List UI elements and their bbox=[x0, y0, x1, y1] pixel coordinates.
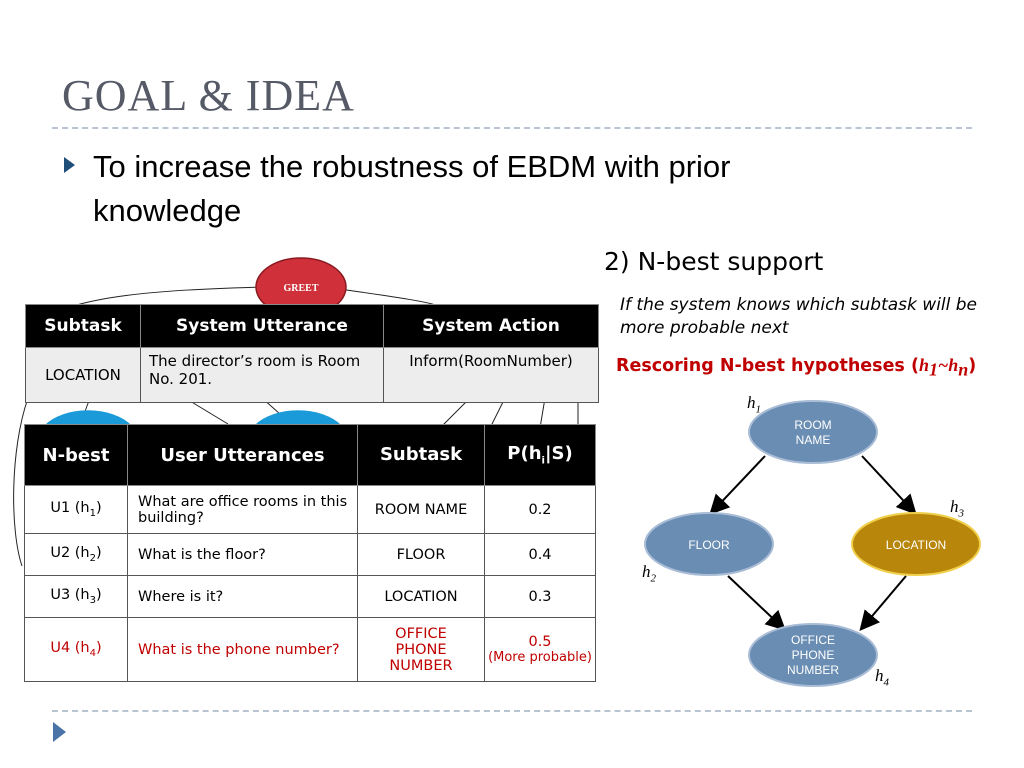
greet-label: GREET bbox=[283, 283, 319, 294]
cell-nbest: U2 $(h_2)$ bbox=[25, 534, 128, 576]
footer-divider bbox=[52, 710, 972, 712]
cell-system-utterance: The director’s room is Room No. 201. bbox=[141, 348, 384, 403]
rescoring-label: Rescoring N-best hypotheses $(h_1\sim h_n)$ bbox=[616, 355, 977, 380]
cell-system-action: Inform(RoomNumber) bbox=[384, 348, 599, 403]
node-room-name-line1: ROOM bbox=[794, 418, 832, 432]
header-system-action: System Action bbox=[384, 305, 599, 348]
table-row bbox=[25, 486, 596, 534]
nbest-note: If the system knows which subtask will be more probable next bbox=[620, 295, 978, 338]
header-subtask: Subtask bbox=[358, 425, 485, 486]
subtask-table bbox=[25, 304, 599, 403]
node-room-name-line2: NAME bbox=[795, 433, 831, 447]
node-phone-line3: NUMBER bbox=[786, 663, 840, 677]
header-system-utterance: System Utterance bbox=[141, 305, 384, 348]
cell-utterance: What is the floor? bbox=[128, 534, 358, 576]
table-row bbox=[25, 618, 596, 682]
table-row bbox=[26, 348, 599, 403]
nbest-table bbox=[24, 424, 596, 682]
bullet-text: To increase the robustness of EBDM with prior knowledge bbox=[93, 149, 731, 228]
node-phone-line2: PHONE bbox=[791, 648, 835, 662]
h4-label: $h_4$ bbox=[875, 666, 889, 689]
header-nbest: N-best bbox=[25, 425, 128, 486]
node-phone-line1: OFFICE bbox=[791, 633, 835, 647]
h2-label: $h_2$ bbox=[642, 562, 656, 585]
cell-subtask: OFFICE PHONE NUMBER bbox=[358, 618, 485, 682]
h3-label: $h_3$ bbox=[950, 497, 964, 520]
blue-node-left bbox=[45, 410, 131, 425]
cell-nbest: U3 $(h_3)$ bbox=[25, 576, 128, 618]
header-probability: $P(h_i|S)$ bbox=[485, 425, 596, 486]
header-subtask: Subtask bbox=[26, 305, 141, 348]
cell-utterance: What are office rooms in this building? bbox=[128, 486, 358, 534]
cell-nbest: U1 $(h_1)$ bbox=[25, 486, 128, 534]
h1-label: $h_1$ bbox=[747, 393, 761, 416]
cell-probability: 0.3 bbox=[485, 576, 596, 618]
cell-probability: 0.4 bbox=[485, 534, 596, 576]
nbest-support-heading: 2) N-best support bbox=[604, 247, 824, 276]
cell-utterance: What is the phone number? bbox=[128, 618, 358, 682]
cell-probability: 0.5 (More probable) bbox=[485, 618, 596, 682]
subtask-table-header bbox=[26, 305, 599, 348]
cell-nbest: U4 $(h_4)$ bbox=[25, 618, 128, 682]
header-user-utterances: User Utterances bbox=[128, 425, 358, 486]
cell-subtask: LOCATION bbox=[358, 576, 485, 618]
footer-arrow-icon bbox=[53, 722, 66, 742]
slide-title: GOAL & IDEA bbox=[62, 71, 355, 120]
table-row bbox=[25, 534, 596, 576]
cell-subtask: FLOOR bbox=[358, 534, 485, 576]
cell-probability: 0.2 bbox=[485, 486, 596, 534]
blue-node-center bbox=[255, 410, 341, 425]
node-location-label: LOCATION bbox=[885, 538, 947, 552]
cell-subtask: ROOM NAME bbox=[358, 486, 485, 534]
node-floor-label: FLOOR bbox=[688, 538, 730, 552]
nbest-table-header bbox=[25, 425, 596, 486]
cell-subtask: LOCATION bbox=[26, 348, 141, 403]
table-row bbox=[25, 576, 596, 618]
node-room-name bbox=[749, 401, 877, 463]
cell-utterance: Where is it? bbox=[128, 576, 358, 618]
